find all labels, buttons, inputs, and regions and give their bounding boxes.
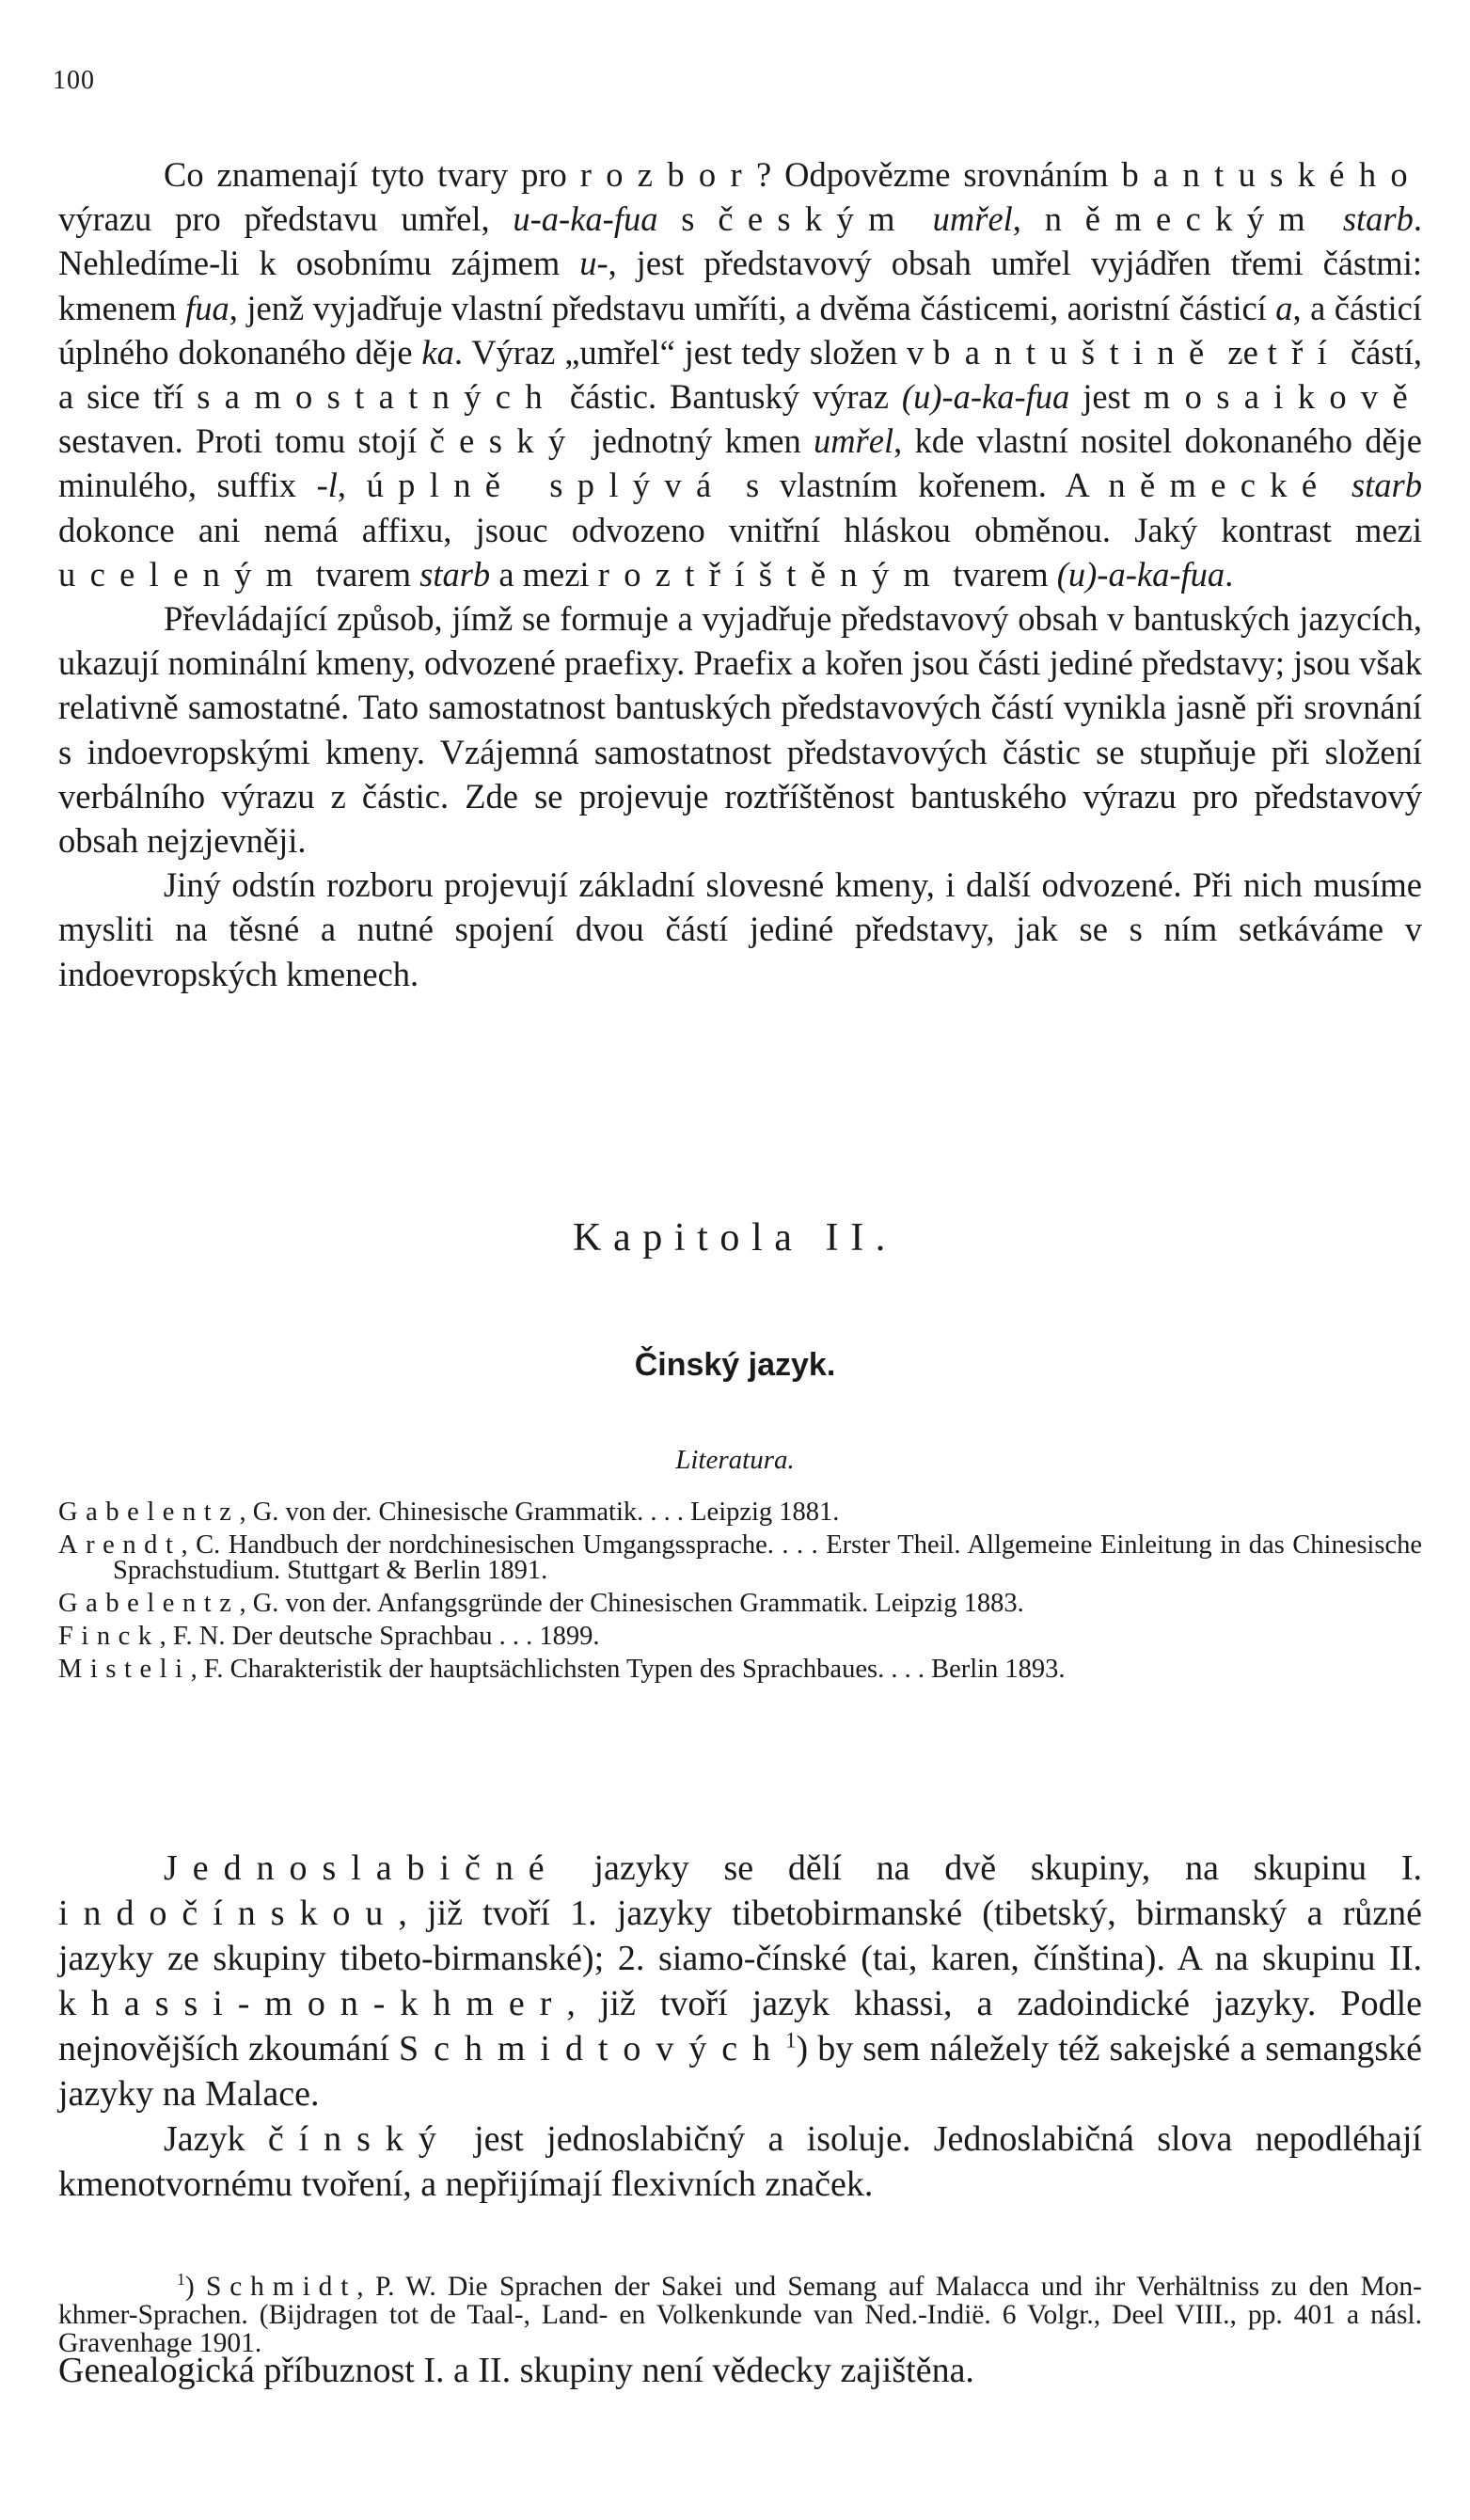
- chapter-heading: Kapitola II.: [573, 1216, 897, 1260]
- reference-item: Misteli, F. Charakteristik der hauptsächlichsten Typen des Sprachbaues. . . . Berlin 1893.: [58, 1655, 1066, 1684]
- footnote: $^1$) Schmidt, P. W. Die Sprachen der Sakei und Semang auf Malacca und ihr Verhältniss zu den Mon-khmer-Sprachen. (Bijdragen tot de Taal-, Land- en Volkenkunde van Ned.-Indië. 6 Volgr., Deel VIII., pp. 401 a násl. Gravenhage 1901.: [58, 2270, 1422, 2358]
- paragraph-monosyllabic-groups: Jednoslabičné jazyky se dělí na dvě skupiny, na skupinu I. indočínskou, již tvoří 1. jazyky tibetobirmanské (tibetský, birmanský a různé jazyky ze skupiny tibeto-birmanské); 2. siamo-čínské (tai, karen, čínština). A na skupinu II. khassi-mon-khmer, již tvoří jazyk khassi, a zadoindické jazyky. Podle nejnovějších zkoumání Schmidtových$^1$) by sem náležely též sakejské a semangské jazyky na Malace.: [58, 1848, 1422, 2114]
- paragraph-prefixes: Převládající způsob, jímž se formuje a vyjadřuje představový obsah v bantuských jazycích, ukazují nominální kmeny, odvozené praefixy. Praefix a kořen jsou části jediné představy; jsou však relativně samostatné. Tato samostatnost bantuských představových částí vynikla jasně při srovnání s indoevropskými kmeny. Vzájemná samostatnost představových částic se stupňuje při složení verbálního výrazu z částic. Zde se projevuje roztříštěnost bantuského výrazu pro představový obsah nejzjevněji.: [58, 599, 1422, 861]
- chapter-subtitle: Činský jazyk.: [634, 1347, 836, 1383]
- footnote-ref: 1: [785, 2028, 797, 2052]
- footnote-mark: 1: [177, 2270, 185, 2290]
- paragraph-verbal-stems: Jiný odstín rozboru projevují základní slovesné kmeny, i další odvozené. Při nich musíme mysliti na těsné a nutné spojení dvou částí jediné představy, jak se s ním setkáváme v indoevropských kmenech.: [58, 865, 1422, 993]
- genealogy-note: Genealogická příbuznost I. a II. skupiny není vědecky zajištěna.: [58, 2351, 974, 2390]
- page-number: 100: [53, 66, 95, 95]
- references-list: [58, 1499, 1422, 1689]
- reference-item: Finck, F. N. Der deutsche Sprachbau . . . 1899.: [58, 1622, 600, 1651]
- paragraph-bantu-analysis: Co znamenají tyto tvary pro rozbor? Odpovězme srovnáním bantuského výrazu pro představu umřel, u-a-ka-fua s českým umřel, n ěmeckým starb. Nehledíme-li k osobnímu zájmem u-, jest představový obsah umřel vyjádřen třemi částmi: kmenem fua, jenž vyjadřuje vlastní představu umříti, a dvěma částicemi, aoristní částicí a, a částicí úplného dokonaného děje ka. Výraz „umřel“ jest tedy složen v bantuštině ze tří částí, a sice tří samostatných částic. Bantuský výraz (u)-a-ka-fua jest mosaikově sestaven. Proti tomu stojí český jednotný kmen umřel, kde vlastní nositel dokonaného děje minulého, suffix -l, úplně splývá s vlastním kořenem. A německé starb dokonce ani nemá affixu, jsouc odvozeno vnitřní hláskou obměnou. Jaký kontrast mezi uceleným tvarem starb a mezi roztříštěným tvarem (u)-a-ka-fua.: [58, 155, 1423, 594]
- reference-item: Gabelentz, G. von der. Anfangsgründe der Chinesischen Grammatik. Leipzig 1883.: [58, 1589, 1024, 1618]
- paragraph-chinese-isolating: Jazyk čínský jest jednoslabičný a isoluje. Jednoslabičná slova nepodléhají kmenotvornému tvoření, a nepřijímají flexivních značek.: [58, 2119, 1422, 2204]
- reference-item: Gabelentz, G. von der. Chinesische Grammatik. . . . Leipzig 1881.: [58, 1498, 840, 1527]
- body-text-chapter: [58, 1846, 1422, 2207]
- literature-label: Literatura.: [675, 1445, 795, 1475]
- body-text-top: [58, 152, 1422, 996]
- reference-item: Arendt, C. Handbuch der nordchinesischen Umgangssprache. . . . Erster Theil. Allgemeine Einleitung in das Chinesische Sprachstudium. Stuttgart & Berlin 1891.: [58, 1530, 1422, 1585]
